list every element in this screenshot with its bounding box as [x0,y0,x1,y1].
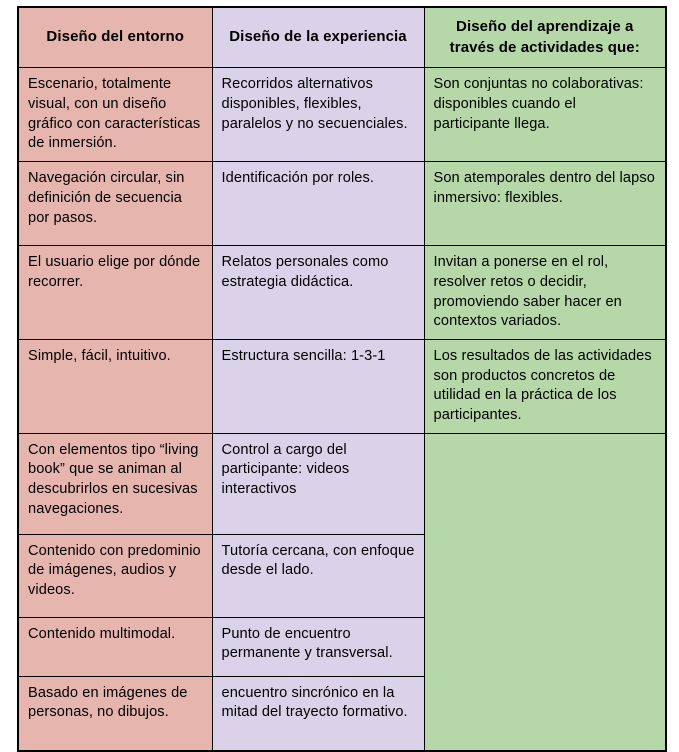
cell-text: Contenido con predominio de imágenes, audios y videos. [28,542,201,598]
cell-text: Navegación circular, sin definición de secuencia por pasos. [28,170,185,226]
cell-text: Con elementos tipo “living book” que se animan al descubrirlos en sucesivas navegaciones. [28,441,199,517]
cell-experiencia-6 [212,534,424,617]
table-header [18,7,666,68]
cell-aprendizaje-3 [424,246,666,340]
cell-text: Recorridos alternativos disponibles, flexibles, paralelos y no secuenciales. [221,76,408,132]
cell-text: Simple, fácil, intuitivo. [28,347,171,364]
column-header-experiencia: Diseño de la experiencia [212,7,424,68]
cell-entorno-7 [18,617,212,676]
cell-text: Identificación por roles. [221,170,375,187]
cell-text: Control a cargo del participante: videos interactivos [221,441,350,497]
cell-text: Basado en imágenes de personas, no dibujos. [28,684,188,721]
cell-text: Contenido multimodal. [28,625,176,642]
cell-entorno-3 [18,246,212,340]
table-row [18,339,666,433]
table-row [18,433,666,534]
cell-text: Relatos personales como estrategia didáctica. [221,254,389,290]
comparison-table [17,6,667,752]
cell-aprendizaje-empty [424,433,666,751]
cell-aprendizaje-1 [424,68,666,162]
cell-experiencia-4 [212,339,424,433]
cell-text: Invitan a ponerse en el rol, resolver retos o decidir, promoviendo saber hacer en contextos variados. [433,254,622,330]
cell-text: Escenario, totalmente visual, con un diseño gráfico con características de inmersión. [28,76,201,152]
cell-text: Son atemporales dentro del lapso inmersivo: flexibles. [433,170,655,206]
cell-experiencia-3 [212,246,424,340]
column-header-entorno: Diseño del entorno [18,7,212,68]
cell-text: El usuario elige por dónde recorrer. [28,254,201,290]
cell-entorno-6 [18,534,212,617]
table-row [18,68,666,162]
cell-entorno-4 [18,339,212,433]
table-row [18,246,666,340]
cell-text: encuentro sincrónico en la mitad del trayecto formativo. [221,684,408,721]
column-header-aprendizaje: Diseño del aprendizaje a través de actividades que: [424,7,666,68]
table-body [18,68,666,751]
cell-text: Los resultados de las actividades son productos concretos de utilidad en la práctica de los participantes. [433,347,652,423]
cell-experiencia-1 [212,68,424,162]
cell-entorno-5 [18,433,212,534]
cell-experiencia-5 [212,433,424,534]
cell-experiencia-8 [212,676,424,751]
cell-aprendizaje-4 [424,339,666,433]
cell-text: Tutoría cercana, con enfoque desde el lado. [221,542,415,579]
cell-entorno-8 [18,676,212,751]
cell-aprendizaje-2 [424,162,666,246]
cell-experiencia-7 [212,617,424,676]
table-header-row [18,7,666,68]
cell-text: Punto de encuentro permanente y transversal. [221,625,393,662]
cell-text: Son conjuntas no colaborativas: disponibles cuando el participante llega. [433,76,644,132]
cell-text: Estructura sencilla: 1-3-1 [221,347,386,364]
table-row [18,162,666,246]
cell-experiencia-2 [212,162,424,246]
cell-entorno-1 [18,68,212,162]
cell-entorno-2 [18,162,212,246]
